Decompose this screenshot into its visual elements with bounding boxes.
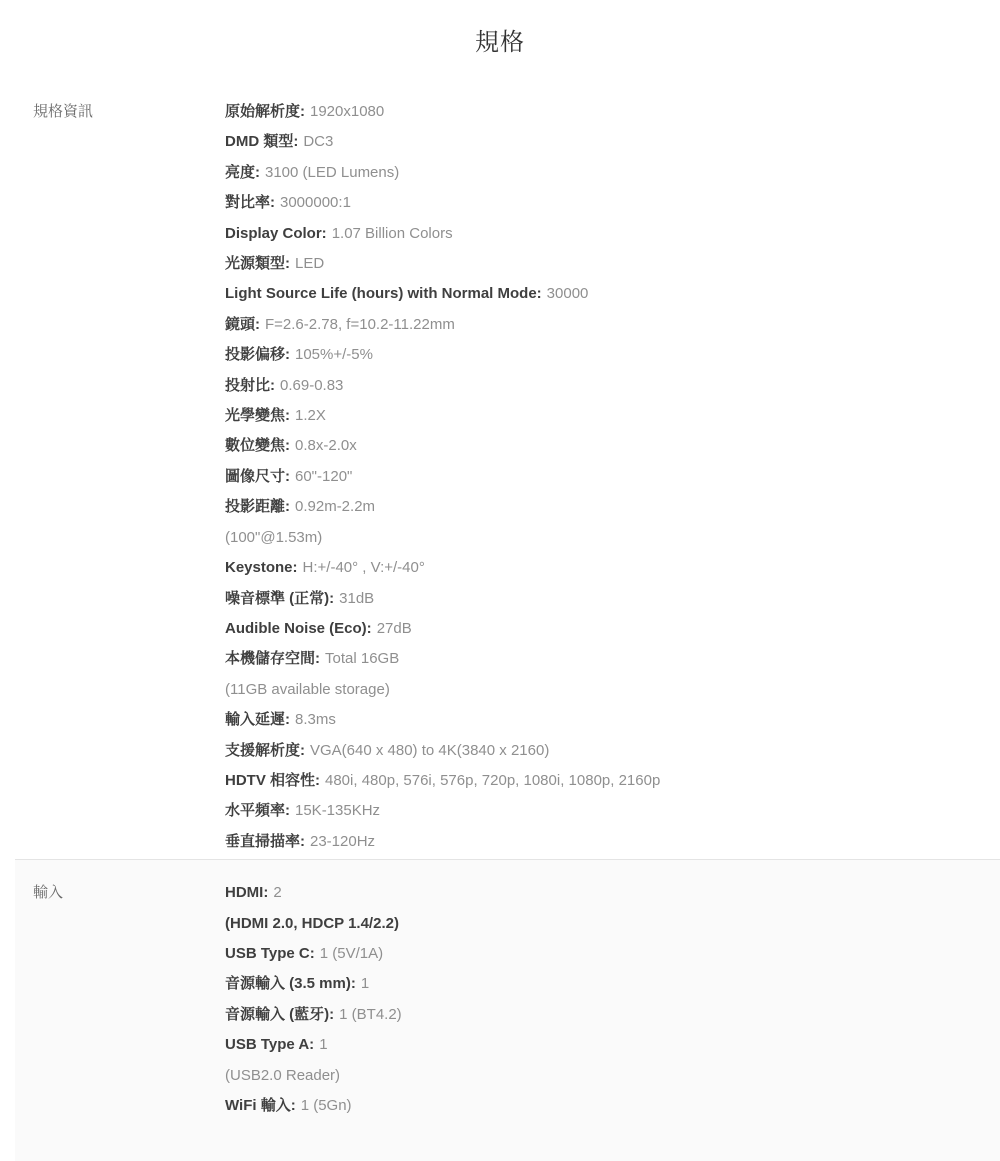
spec-line-label: DMD 類型: <box>225 133 299 151</box>
spec-line <box>225 705 1000 735</box>
spec-line-label: 原始解析度: <box>225 103 305 120</box>
spec-line-label: HDMI: <box>225 884 269 902</box>
spec-line-value: F=2.6-2.78, f=10.2-11.22mm <box>265 315 455 333</box>
section-content-spec-info <box>225 97 1000 857</box>
spec-line <box>225 553 1000 583</box>
spec-line <box>225 371 1000 401</box>
spec-line <box>225 340 1000 370</box>
spec-line-value: 1 <box>360 975 370 993</box>
section-label-inputs: 輸入 <box>33 884 64 902</box>
spec-line-value: 1.2X <box>295 407 326 425</box>
spec-line-value: (USB2.0 Reader) <box>225 1066 341 1084</box>
spec-line-label: 噪音標準 (正常): <box>225 589 335 607</box>
spec-line <box>225 127 1000 157</box>
spec-line-label: HDTV 相容性: <box>225 771 320 789</box>
spec-line-value: 1 (5Gn) <box>300 1097 352 1114</box>
spec-line-value: 0.69-0.83 <box>280 376 344 394</box>
spec-line-value: 480i, 480p, 576i, 576p, 720p, 1080i, 1080p, 2160p <box>325 771 661 789</box>
spec-line-value: H:+/-40° , V:+/-40° <box>302 559 425 577</box>
spec-line-label: 水平頻率: <box>225 802 290 820</box>
spec-line-value: 3000000:1 <box>280 194 351 212</box>
spec-line <box>225 97 1000 127</box>
section-label-spec-info: 規格資訊 <box>33 103 94 120</box>
spec-line-value: 60"-120" <box>295 467 353 485</box>
spec-line-label: Audible Noise (Eco): <box>225 619 372 637</box>
spec-line <box>225 188 1000 218</box>
spec-line <box>225 736 1000 766</box>
spec-line <box>225 492 1000 522</box>
spec-line-value: 105%+/-5% <box>295 346 373 364</box>
spec-line <box>225 523 1000 553</box>
spec-line-value: 8.3ms <box>295 711 336 729</box>
spec-line-value: (100"@1.53m) <box>225 528 323 546</box>
spec-line <box>225 878 1000 908</box>
spec-table <box>15 79 1000 1161</box>
spec-line-label: 輸入延遲: <box>225 711 290 729</box>
spec-line-label: 音源輸入 (3.5 mm): <box>225 975 356 993</box>
spec-line <box>225 675 1000 705</box>
spec-line-value: 0.8x-2.0x <box>295 437 357 455</box>
spec-line <box>225 401 1000 431</box>
spec-line <box>225 431 1000 461</box>
spec-line-label: WiFi 輸入: <box>225 1097 296 1114</box>
spec-line <box>225 909 1000 939</box>
spec-line <box>225 1030 1000 1060</box>
spec-line-value: DC3 <box>303 133 334 151</box>
spec-line-value: 1 (BT4.2) <box>339 1005 402 1023</box>
spec-line <box>225 310 1000 340</box>
spec-line-label: USB Type C: <box>225 944 315 962</box>
spec-line-value: 30000 <box>546 285 589 303</box>
spec-line <box>225 249 1000 279</box>
spec-line <box>225 939 1000 969</box>
spec-line-label: 圖像尺寸: <box>225 467 290 485</box>
spec-line-label: 亮度: <box>225 163 260 181</box>
spec-line-value: 0.92m-2.2m <box>295 498 376 516</box>
spec-line-label: 投射比: <box>225 376 275 394</box>
spec-line-label: 投影偏移: <box>225 346 290 364</box>
spec-line-value: 1 <box>319 1036 328 1054</box>
spec-section-inputs <box>15 859 1000 1161</box>
spec-line-value: 3100 (LED Lumens) <box>265 163 400 181</box>
spec-section-info <box>15 79 1000 859</box>
spec-line-label: 光源類型: <box>225 255 290 273</box>
spec-line-label: 垂直掃描率: <box>225 832 305 850</box>
spec-line-value: VGA(640 x 480) to 4K(3840 x 2160) <box>310 741 550 759</box>
spec-line-value: 1920x1080 <box>310 103 385 120</box>
spec-line-label: 對比率: <box>225 194 275 212</box>
spec-line <box>225 1061 1000 1091</box>
spec-line <box>225 462 1000 492</box>
spec-line <box>225 219 1000 249</box>
spec-line-label: 鏡頭: <box>225 315 260 333</box>
spec-line-label: 本機儲存空間: <box>225 650 320 668</box>
spec-line <box>225 969 1000 999</box>
spec-line <box>225 279 1000 309</box>
spec-line-label: 支援解析度: <box>225 741 305 759</box>
spec-line-value: 23-120Hz <box>310 832 376 850</box>
spec-line-label: 光學變焦: <box>225 407 290 425</box>
spec-line-value: 2 <box>273 884 282 902</box>
spec-line-value: 1.07 Billion Colors <box>331 224 453 242</box>
page-title: 規格 <box>475 29 525 56</box>
spec-line-value: Total 16GB <box>325 650 400 668</box>
spec-line-label: 數位變焦: <box>225 437 290 455</box>
spec-line <box>225 584 1000 614</box>
spec-line-value: LED <box>295 255 325 273</box>
spec-line-value: 27dB <box>376 619 412 637</box>
spec-line-label: Light Source Life (hours) with Normal Mode: <box>225 285 542 303</box>
spec-line <box>225 1000 1000 1030</box>
spec-line <box>225 766 1000 796</box>
spec-line <box>225 158 1000 188</box>
spec-line-label: 投影距離: <box>225 498 290 516</box>
spec-line-label: (HDMI 2.0, HDCP 1.4/2.2) <box>225 914 399 932</box>
spec-line <box>225 827 1000 857</box>
spec-line-value: 15K-135KHz <box>295 802 381 820</box>
spec-line <box>225 796 1000 826</box>
spec-line-value: 1 (5V/1A) <box>319 944 384 962</box>
spec-line-label: 音源輸入 (藍牙): <box>225 1005 335 1023</box>
spec-line-value: (11GB available storage) <box>225 680 390 698</box>
spec-line <box>225 614 1000 644</box>
spec-line-label: Keystone: <box>225 559 298 577</box>
spec-line-value: 31dB <box>339 589 375 607</box>
section-content-inputs <box>225 878 1000 1121</box>
spec-line <box>225 644 1000 674</box>
spec-line-label: USB Type A: <box>225 1036 315 1054</box>
spec-line-label: Display Color: <box>225 224 327 242</box>
